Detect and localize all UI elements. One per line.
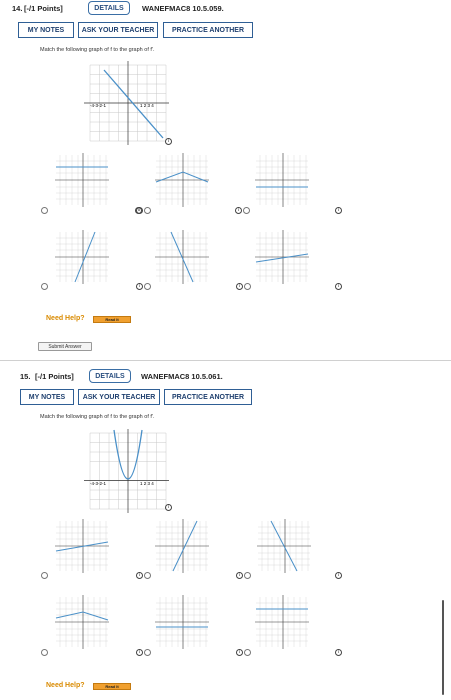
main-graph-q15-xpos: 1 2 3 4	[140, 481, 154, 486]
practice-another-button-q14[interactable]: PRACTICE ANOTHER	[163, 22, 253, 38]
practice-another-button-q15[interactable]: PRACTICE ANOTHER	[164, 389, 252, 405]
main-graph-q15-xneg: -4-3-2-1	[90, 481, 107, 486]
my-notes-button-q14[interactable]: MY NOTES	[18, 22, 74, 38]
choice-graph-q15-a	[53, 518, 111, 574]
choice-graph-q14-c	[253, 152, 311, 208]
choice-radio-q15-f[interactable]	[244, 649, 251, 656]
info-icon-q14-d[interactable]: i	[136, 283, 143, 290]
main-graph-q14-xneg: -4-3-2-1	[90, 103, 107, 108]
ask-teacher-button-q15[interactable]: ASK YOUR TEACHER	[78, 389, 160, 405]
info-icon-main-q14[interactable]: i	[165, 138, 172, 145]
info-icon-main-q15[interactable]: i	[165, 504, 172, 511]
info-icon-q14-f[interactable]: i	[335, 283, 342, 290]
need-help-label-q15: Need Help?	[46, 682, 85, 689]
info-icon-q14-c[interactable]: i	[335, 207, 342, 214]
main-graph-q14-xpos: 1 2 3 4	[140, 103, 154, 108]
details-button-q14[interactable]: DETAILS	[88, 1, 130, 15]
choice-radio-q14-c[interactable]	[243, 207, 250, 214]
info-icon-q14-a[interactable]: i	[135, 207, 142, 214]
assignment-id-q15: WANEFMAC8 10.5.061.	[141, 372, 223, 381]
info-icon-q14-b[interactable]: i	[136, 207, 143, 214]
choice-graph-q14-f	[253, 229, 311, 285]
choice-radio-q14-a[interactable]	[41, 207, 48, 214]
choice-radio-q14-d[interactable]	[41, 283, 48, 290]
question-14-points: [-/1 Points]	[24, 4, 63, 13]
question-prompt-q15: Match the following graph of f to the graph of f'.	[40, 414, 155, 420]
choice-radio-q15-e[interactable]	[144, 649, 151, 656]
info-icon-q15-d[interactable]: i	[136, 649, 143, 656]
main-graph-q14	[80, 60, 170, 146]
ask-teacher-button-q14[interactable]: ASK YOUR TEACHER	[78, 22, 158, 38]
question-prompt-q14: Match the following graph of f to the graph of f'.	[40, 47, 155, 53]
read-it-button-q14[interactable]: Read It	[93, 316, 131, 323]
choice-graph-q15-b	[153, 518, 211, 574]
info-icon-q15-c[interactable]: i	[335, 572, 342, 579]
choice-radio-q14-e[interactable]	[144, 283, 151, 290]
question-14-number: 14.	[12, 4, 23, 13]
choice-radio-q15-c[interactable]	[244, 572, 251, 579]
info-icon-q14-e[interactable]: i	[236, 283, 243, 290]
info-icon-q15-b[interactable]: i	[236, 572, 243, 579]
choice-radio-q15-b[interactable]	[144, 572, 151, 579]
choice-graph-q15-c	[255, 518, 313, 574]
choice-graph-q14-e	[153, 229, 211, 285]
choice-graph-q14-a	[53, 152, 111, 208]
question-15-points: [-/1 Points]	[35, 372, 74, 381]
scrollbar-thumb[interactable]	[442, 600, 444, 695]
my-notes-button-q15[interactable]: MY NOTES	[20, 389, 74, 405]
info-icon-q14-b2[interactable]: i	[235, 207, 242, 214]
assignment-id-q14: WANEFMAC8 10.5.059.	[142, 4, 224, 13]
question-15-number: 15.	[20, 372, 31, 381]
read-it-button-q15[interactable]: Read It	[93, 683, 131, 690]
info-icon-q15-e[interactable]: i	[236, 649, 243, 656]
choice-radio-q15-d[interactable]	[41, 649, 48, 656]
choice-radio-q14-f[interactable]	[244, 283, 251, 290]
details-button-q15[interactable]: DETAILS	[89, 369, 131, 383]
choice-graph-q15-e	[153, 594, 211, 650]
submit-answer-button-q14[interactable]: Submit Answer	[38, 342, 92, 351]
main-graph-q15	[80, 428, 170, 514]
choice-radio-q14-b[interactable]	[144, 207, 151, 214]
info-icon-q15-a[interactable]: i	[136, 572, 143, 579]
choice-graph-q14-b	[153, 152, 211, 208]
choice-graph-q14-d	[53, 229, 111, 285]
choice-graph-q15-d	[53, 594, 111, 650]
need-help-label-q14: Need Help?	[46, 315, 85, 322]
choice-graph-q15-f	[253, 594, 311, 650]
question-divider	[0, 360, 451, 361]
info-icon-q15-f[interactable]: i	[335, 649, 342, 656]
choice-radio-q15-a[interactable]	[41, 572, 48, 579]
